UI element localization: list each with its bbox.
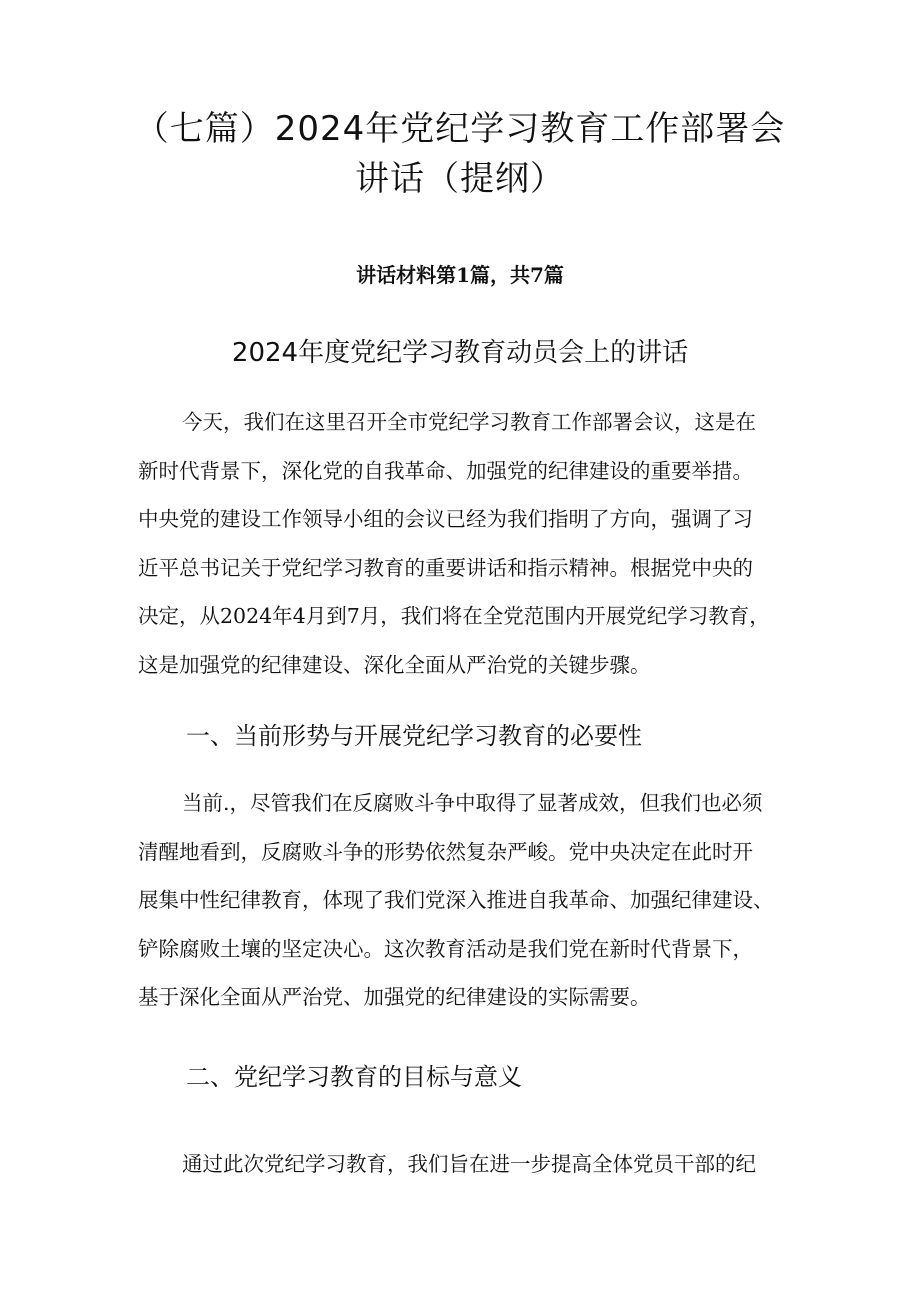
paragraph-intro [138,398,798,689]
paragraph-line: 基于深化全面从严治党、加强党的纪律建设的实际需要。 [138,985,651,1009]
paragraph-section1 [138,779,798,1022]
paragraph-section2 [138,1140,798,1189]
document-title-line1: （七篇）2024年党纪学习教育工作部署会 [134,109,786,149]
paragraph-line: 决定，从2024年4月到7月，我们将在全党范围内开展党纪学习教育， [138,604,770,628]
document-title-line2: 讲话（提纲） [355,159,565,199]
paragraph-line: 当前.，尽管我们在反腐败斗争中取得了显著成效，但我们也必须 [182,791,763,815]
paragraph-line: 铲除腐败土壤的坚定决心。这次教育活动是我们党在新时代背景下， [138,936,753,961]
paragraph-line: 新时代背景下，深化党的自我革命、加强党的纪律建设的重要举措。 [138,458,753,483]
section-heading-1: 一、当前形势与开展党纪学习教育的必要性 [186,722,642,750]
paragraph-line: 展集中性纪律教育，体现了我们党深入推进自我革命、加强纪律建设、 [138,888,774,912]
section-heading-2: 二、党纪学习教育的目标与意义 [186,1063,522,1091]
paragraph-line: 通过此次党纪学习教育，我们旨在进一步提高全体党员干部的纪 [182,1152,756,1176]
paragraph-line: 近平总书记关于党纪学习教育的重要讲话和指示精神。根据党中央的 [138,555,753,580]
paragraph-line: 清醒地看到，反腐败斗争的形势依然复杂严峻。党中央决定在此时开 [138,839,753,864]
speech-title: 2024年度党纪学习教育动员会上的讲话 [231,338,689,368]
paragraph-line: 今天，我们在这里召开全市党纪学习教育工作部署会议，这是在 [182,410,756,434]
paragraph-line: 中央党的建设工作领导小组的会议已经为我们指明了方向，强调了习 [138,507,753,531]
paragraph-line: 这是加强党的纪律建设、深化全面从严治党的关键步骤。 [138,652,651,677]
part-info: 讲话材料第1篇，共7篇 [356,263,564,287]
